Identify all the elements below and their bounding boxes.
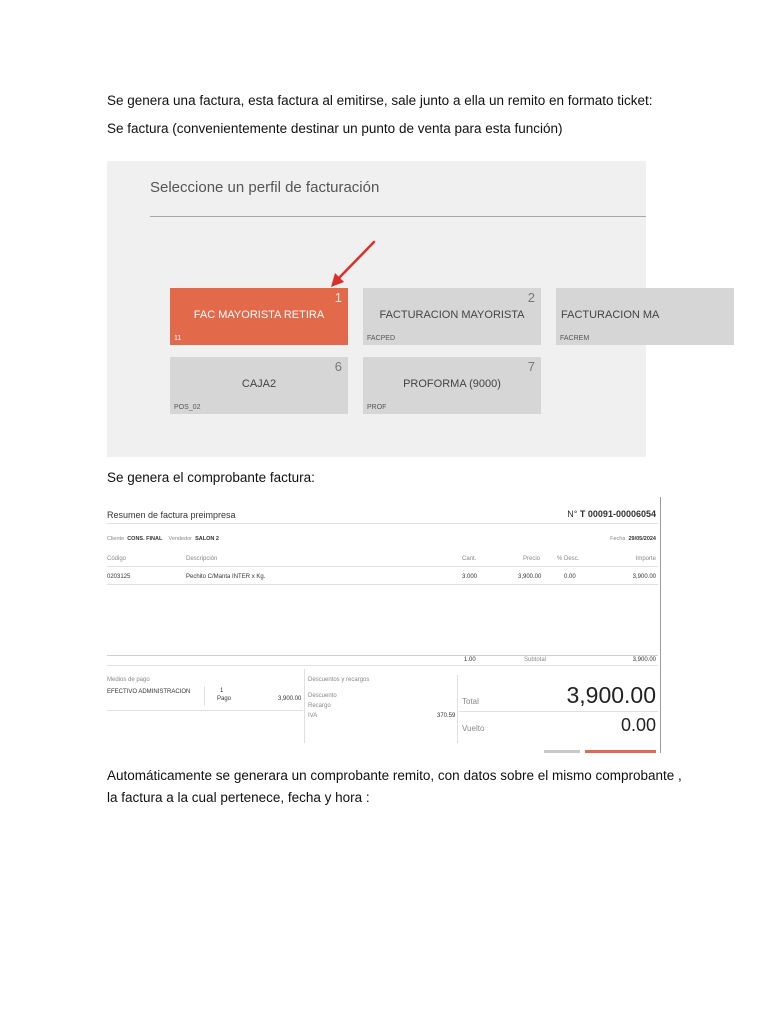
profile-tile-proforma[interactable] <box>363 357 541 414</box>
tile-number: 1 <box>334 290 342 305</box>
descuento-label: Descuento <box>308 693 337 699</box>
header-divider <box>107 523 658 524</box>
invoice-number-block <box>567 509 656 519</box>
iva-value: 370.59 <box>437 713 456 719</box>
profile-tile-facturacion-ma[interactable] <box>556 288 734 345</box>
tile-name: FACTURACION MAYORISTA <box>379 309 525 321</box>
fecha-label: Fecha <box>610 536 626 542</box>
footer-bottom-divider <box>107 665 658 666</box>
section-3-line-2: la factura a la cual pertenece, fecha y hora : <box>107 790 370 805</box>
tile-code: FACREM <box>560 335 590 342</box>
row-codigo: 0203125 <box>107 574 131 580</box>
footer-divider <box>107 655 658 656</box>
col-codigo: Código <box>107 556 127 562</box>
tile-name: FAC MAYORISTA RETIRA <box>193 309 325 321</box>
col-cant: Cant. <box>462 556 477 562</box>
profile-selector-title: Seleccione un perfil de facturación <box>150 179 380 196</box>
payment-amount: 3,900.00 <box>278 696 302 702</box>
tile-number: 6 <box>334 359 342 374</box>
row-descripcion: Pechito C/Manta INTER x Kg. <box>186 574 266 580</box>
tile-name: PROFORMA (9000) <box>403 378 501 390</box>
total-value: 3,900.00 <box>566 682 656 708</box>
vendedor-label: Vendedor <box>168 536 193 542</box>
tile-name: CAJA2 <box>241 378 277 390</box>
right-border <box>660 497 661 753</box>
payment-count: 1 <box>220 688 224 694</box>
tile-number: 2 <box>527 290 535 305</box>
row-divider <box>107 584 658 585</box>
section-divider-2 <box>457 675 458 743</box>
payment-divider <box>204 686 205 706</box>
section-3-line-1: Automáticamente se generara un comprobante remito, con datos sobre el mismo comprobante , <box>107 768 682 783</box>
total-label: Total <box>462 697 479 706</box>
tile-code: FACPED <box>367 335 396 342</box>
cliente-label: Cliente <box>107 536 125 542</box>
profile-tile-fac-mayorista-retira[interactable] <box>170 288 348 345</box>
invoice-title: Resumen de factura preimpresa <box>107 510 236 520</box>
payment-bottom-divider <box>107 710 303 711</box>
subtotal-label: Subtotal <box>524 657 547 663</box>
vendedor-value: SALON 2 <box>195 536 219 542</box>
subtotal-value: 3,900.00 <box>632 657 656 663</box>
invoice-number-prefix: N° <box>567 509 578 519</box>
payment-label: Pago <box>217 696 232 702</box>
recargo-label: Recargo <box>308 703 331 709</box>
confirm-button[interactable] <box>585 750 656 753</box>
col-precio: Precio <box>523 556 541 562</box>
intro-line-2: Se factura (convenientemente destinar un punto de venta para esta función) <box>107 121 563 136</box>
payment-method-name: EFECTIVO ADMINISTRACION <box>107 689 191 695</box>
tile-code: PROF <box>367 404 387 411</box>
section-divider-1 <box>304 669 305 743</box>
vuelto-label: Vuelto <box>462 724 485 733</box>
tile-number: 7 <box>527 359 535 374</box>
footer-cant: 1.00 <box>464 657 476 663</box>
red-arrow-icon <box>322 239 382 291</box>
vuelto-value: 0.00 <box>620 715 656 735</box>
col-descripcion: Descripción <box>186 556 218 562</box>
profile-selector-screenshot <box>107 161 660 457</box>
descuentos-label: Descuentos y recargos <box>308 677 370 683</box>
row-precio: 3,900.00 <box>518 574 542 580</box>
tile-code: 11 <box>174 335 182 342</box>
col-importe: Importe <box>635 556 656 562</box>
total-divider <box>459 711 658 712</box>
intro-line-1: Se genera una factura, esta factura al emitirse, sale junto a ella un remito en formato ticket: <box>107 93 653 108</box>
medios-label: Medios de pago <box>107 677 150 683</box>
invoice-summary-screenshot <box>107 497 662 753</box>
cliente-value: CONS. FINAL <box>127 536 163 542</box>
section-2-heading: Se genera el comprobante factura: <box>107 470 315 485</box>
col-desc: % Desc. <box>557 556 580 562</box>
columns-divider <box>107 566 658 567</box>
profile-tile-facturacion-mayorista[interactable] <box>363 288 541 345</box>
row-importe: 3,900.00 <box>632 574 656 580</box>
tile-name: FACTURACION MA <box>561 309 660 321</box>
cancel-button[interactable] <box>544 750 580 753</box>
tile-code: POS_02 <box>174 404 201 411</box>
row-desc: 0.00 <box>564 574 576 580</box>
invoice-number: T 00091-00006054 <box>579 509 656 519</box>
row-cant: 3.000 <box>462 574 478 580</box>
title-divider <box>150 216 646 217</box>
profile-tile-caja2[interactable] <box>170 357 348 414</box>
fecha-value: 29/05/2024 <box>628 536 656 542</box>
iva-label: IVA <box>308 713 318 719</box>
